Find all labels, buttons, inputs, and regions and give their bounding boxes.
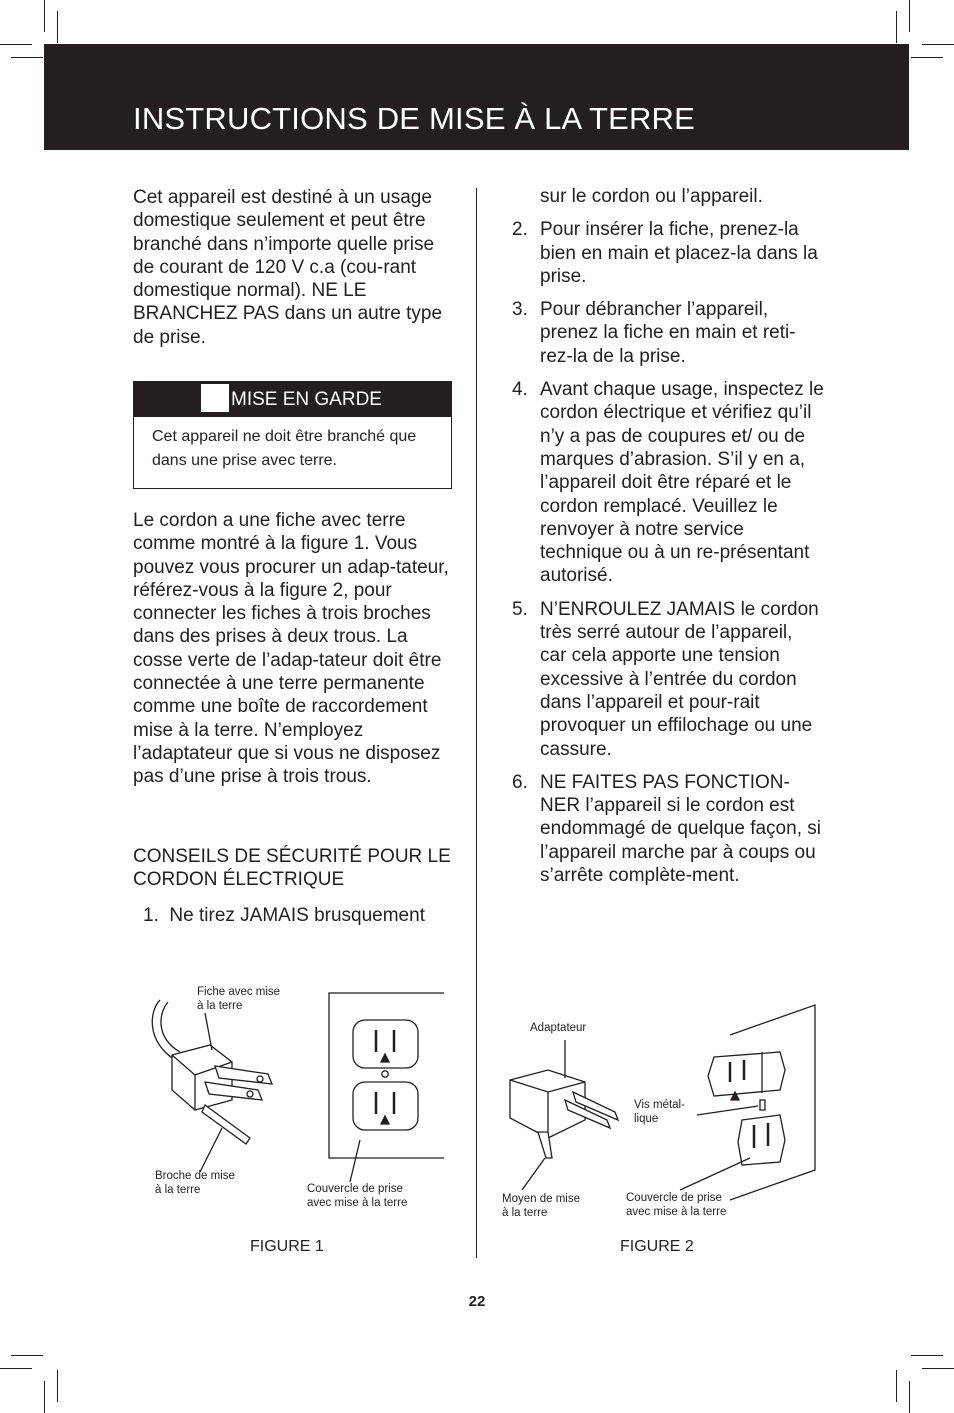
page-title: INSTRUCTIONS DE MISE À LA TERRE [133, 101, 696, 136]
label-line: avec mise à la terre [307, 1197, 408, 1209]
metal-screw [760, 1100, 765, 1110]
safety-item-text: NE FAITES PAS FONCTION-NER l’appareil si le cordon est endommagé de quelque façon, si l’appareil marche par à coups ou s’arrête complète-ment. [540, 771, 821, 887]
label-line: à la terre [155, 1184, 201, 1196]
safety-item-number: 6. [512, 771, 528, 793]
label-line: à la terre [502, 1207, 548, 1219]
wall-plate-shape [730, 1005, 815, 1200]
safety-item-number: 4. [512, 379, 528, 401]
label-line: Moyen de mise [502, 1193, 580, 1205]
safety-item-number: 2. [512, 219, 528, 241]
figure-2-cover-label [626, 1191, 726, 1219]
grounding-paragraph: Le cordon a une fiche avec terre comme montré à la figure 1. Vous pouvez vous procurer un adap-tateur, référez-vous à la figure 2, pour connecter les fiches à trois broches dans des prises à deux trous. La cosse verte de l’adap-tateur doit être connectée à une terre permanente comme une boîte de raccordement mise à la terre. N’employez l’adaptateur que si vous ne disposez pas d’une prise à trois trous. [133, 510, 449, 788]
safety-item-number: 3. [512, 299, 528, 321]
safety-item-number: 5. [512, 598, 528, 620]
safety-item-1-end: sur le cordon ou l’appareil. [540, 186, 763, 207]
label-line: Broche de mise [155, 1170, 235, 1182]
safety-item-text: Pour débrancher l’appareil, prenez la fiche en main et reti-rez-la de la prise. [540, 299, 796, 367]
caution-title: MISE EN GARDE [231, 389, 382, 410]
safety-item-text: N’ENROULEZ JAMAIS le cordon très serré autour de l’appareil, car cela apporte une tension excessive à l’entrée du cordon dans l’appareil et pour-rait provoquer un effilochage ou une cassure. [540, 598, 819, 760]
receptacle-shape [738, 1115, 785, 1165]
safety-item-number: 1. [143, 905, 159, 926]
label-line: lique [634, 1113, 659, 1125]
label-line: Vis métal- [634, 1099, 685, 1111]
figure-2-ground-label [502, 1192, 580, 1220]
label-line: Fiche avec mise [197, 986, 281, 998]
safety-item-text: Ne tirez JAMAIS brusquement [169, 905, 425, 926]
intro-paragraph: Cet appareil est destiné à un usage domestique seulement et peut être branché dans n’importe quelle prise de courant de 120 V c.a (cou-rant domestique normal). NE LE BRANCHEZ PAS dans un autre type de prise. [133, 187, 443, 348]
safety-heading: CONSEILS DE SÉCURITÉ POUR LE CORDON ÉLECTRIQUE [133, 846, 451, 891]
label-line: à la terre [197, 1000, 243, 1012]
figure-1-caption: FIGURE 1 [250, 1238, 324, 1255]
adapter-in-outlet-shape [708, 1052, 785, 1096]
label-line: Couvercle de prise [626, 1192, 722, 1204]
figure-2-caption: FIGURE 2 [620, 1238, 694, 1255]
safety-item-text: Pour insérer la fiche, prenez-la bien en main et placez-la dans la prise. [540, 219, 818, 287]
figure-2-adapter-label: Adaptateur [530, 1022, 587, 1034]
label-line: Couvercle de prise [307, 1183, 403, 1195]
figure-2-screw-label [634, 1098, 685, 1126]
leader-line [680, 1158, 750, 1190]
caution-text: Cet appareil ne doit être branché que dans une prise avec terre. [152, 428, 417, 469]
label-line: avec mise à la terre [626, 1206, 727, 1218]
page-number: 22 [468, 1293, 486, 1310]
safety-item-text: Avant chaque usage, inspectez le cordon électrique et vérifiez qu’il n’y a pas de coupures et/ ou de marques d’abrasion. S’il y en a, l’appareil doit être réparé et le cordon remplacé. Veuillez le renvoyer à notre service technique ou à un re-présentant autorisé. [540, 379, 824, 587]
leader-line [522, 1158, 545, 1190]
leader-line [697, 1106, 758, 1115]
